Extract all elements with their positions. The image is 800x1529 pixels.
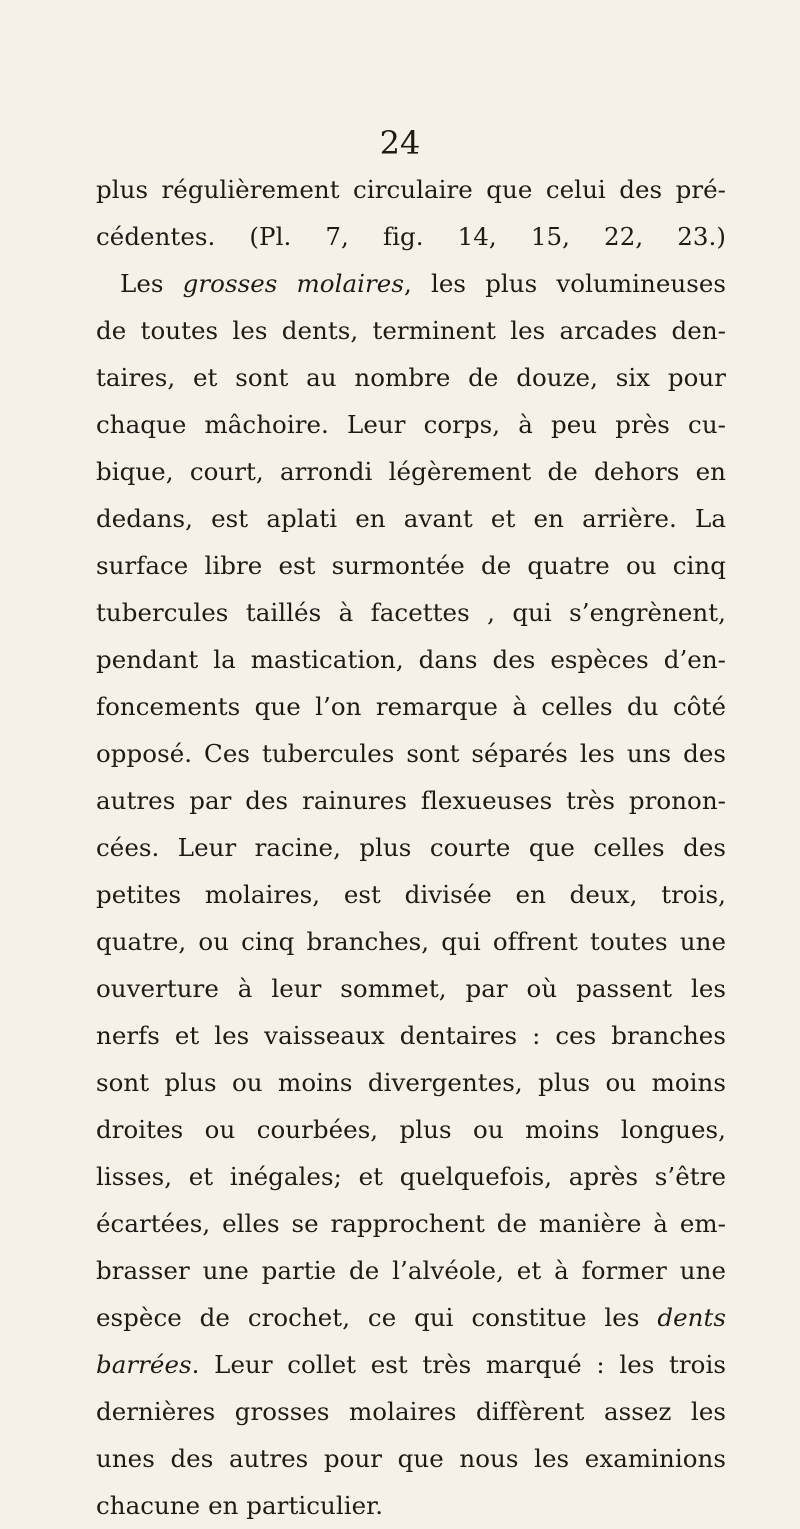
text-line: dernières grosses molaires diffèrent assez les [96,1397,726,1426]
text-line: écartées, elles se rapprochent de manière à em- [96,1209,726,1238]
text-run: . Leur collet est très marqué : les trois [191,1350,726,1379]
text-line: foncements que l’on remarque à celles du côté [96,692,726,721]
text-line: taires, et sont au nombre de douze, six pour [96,363,726,392]
text-line: unes des autres pour que nous les examinions [96,1444,726,1473]
text-line: opposé. Ces tubercules sont séparés les uns des [96,739,726,768]
body-text [96,166,726,1529]
text-line: cédentes. (Pl. 7, fig. 14, 15, 22, 23.) [96,222,726,251]
text-line: lisses, et inégales; et quelquefois, après s’être [96,1162,726,1191]
text-line [96,260,726,307]
text-line: quatre, ou cinq branches, qui offrent toutes une [96,927,726,956]
text-line: de toutes les dents, terminent les arcades den- [96,316,726,345]
text-line: dedans, est aplati en avant et en arrière. La [96,504,726,533]
text-line [96,1341,726,1388]
text-line: pendant la mastication, dans des espèces d’en- [96,645,726,674]
text-line: autres par des rainures flexueuses très pronon- [96,786,726,815]
italic-term: grosses molaires [182,269,404,298]
text-line: cées. Leur racine, plus courte que celles des [96,833,726,862]
italic-term: dents [657,1303,726,1332]
text-line: ouverture à leur sommet, par où passent les [96,974,726,1003]
text-line: petites molaires, est divisée en deux, trois, [96,880,726,909]
italic-term: barrées [96,1350,192,1379]
text-line: chaque mâchoire. Leur corps, à peu près cu- [96,410,726,439]
text-line: tubercules taillés à facettes , qui s’engrènent, [96,598,726,627]
text-line [96,1294,726,1341]
text-line: bique, court, arrondi légèrement de dehors en [96,457,726,486]
text-line: chacune en particulier. [96,1491,384,1520]
text-line: brasser une partie de l’alvéole, et à former une [96,1256,726,1285]
page-number: 24 [379,124,421,162]
text-line: sont plus ou moins divergentes, plus ou moins [96,1068,726,1097]
text-run: espèce de crochet, ce qui constitue les [96,1303,658,1332]
text-line: nerfs et les vaisseaux dentaires : ces branches [96,1021,726,1050]
text-line: plus régulièrement circulaire que celui des pré- [96,175,726,204]
text-run: , les plus volumineuses [403,269,726,298]
text-line: surface libre est surmontée de quatre ou cinq [96,551,726,580]
text-line: droites ou courbées, plus ou moins longues, [96,1115,726,1144]
text-run: Les [120,269,183,298]
